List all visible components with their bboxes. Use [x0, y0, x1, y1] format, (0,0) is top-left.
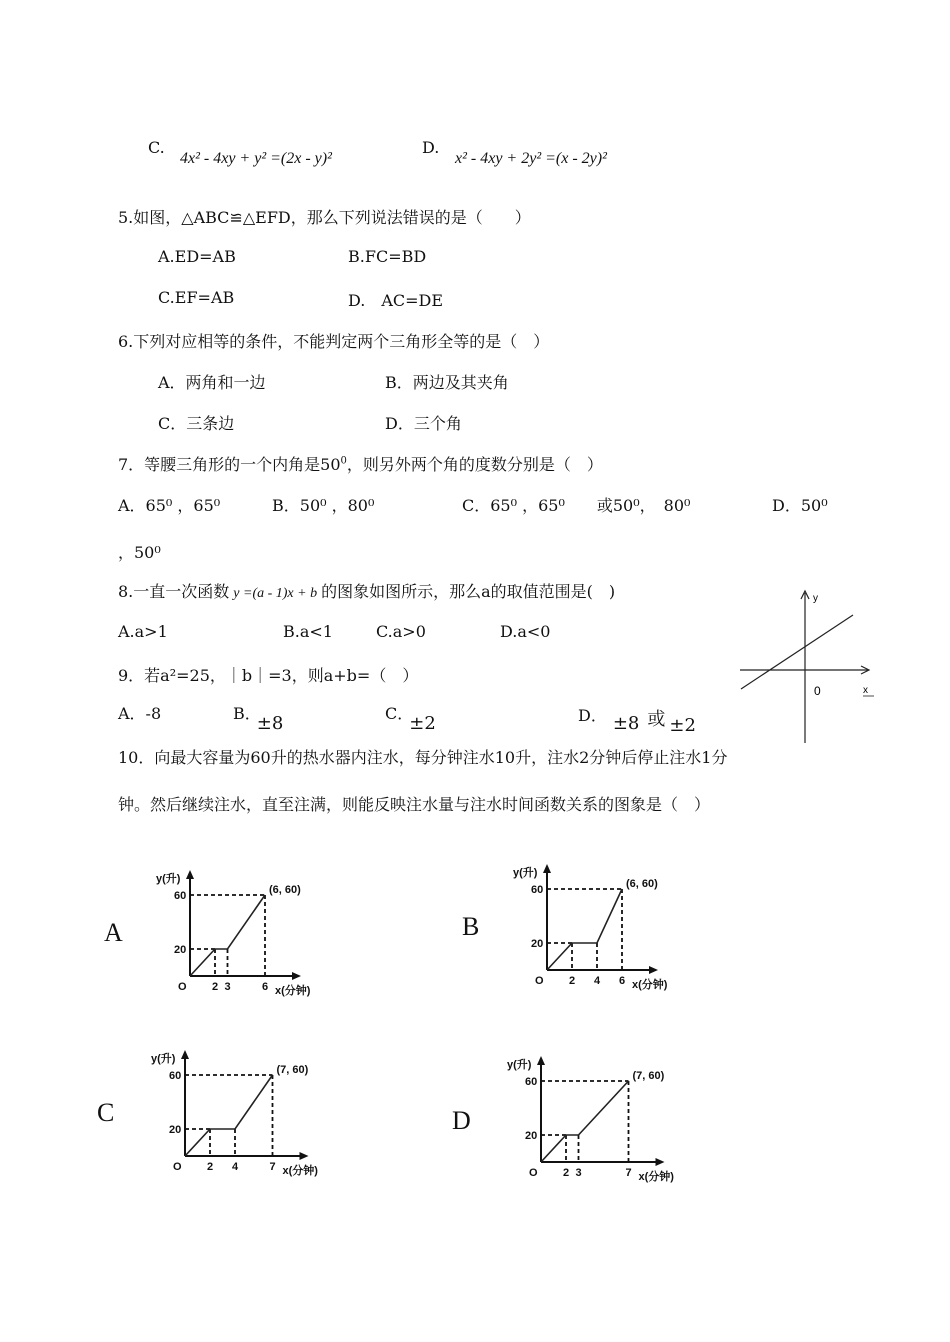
graph-a-y-tick-60: 60: [174, 890, 187, 902]
q8-function-graph: [735, 585, 880, 745]
graph-d: [486, 1054, 701, 1194]
graph-c-y-tick-20: 20: [169, 1124, 182, 1136]
graph-b-x-arrow: [649, 966, 658, 974]
graph-d-x-tick-7: 7: [625, 1167, 632, 1179]
q8-formula: y =(a - 1)x + b: [233, 586, 318, 601]
q9-option-c-value: ±2: [409, 713, 436, 734]
graph-b-y-axis-label: y(升): [513, 867, 538, 879]
q9-stem: 9．若a²=25，｜b｜=3，则a+b=（ ）: [118, 666, 419, 685]
q6-option-d: D．三个角: [385, 414, 462, 433]
graph-c: [130, 1048, 345, 1188]
graph-d-data-line: [541, 1081, 629, 1162]
q4-option-d-formula: x² - 4xy + 2y² =(x - 2y)²: [455, 150, 607, 167]
graph-d-origin: O: [529, 1167, 538, 1179]
q8-option-a: A.a>1: [118, 622, 168, 641]
graph-b: [492, 862, 707, 1002]
graph-a-x-tick-2: 2: [212, 981, 219, 993]
q8-stem-pre: 8.一直一次函数: [118, 582, 230, 601]
graph-d-y-tick-20: 20: [525, 1130, 538, 1142]
q7-stem: [118, 452, 603, 475]
graph-d-y-axis-label: y(升): [507, 1059, 532, 1071]
graph-c-data-line: [185, 1075, 273, 1156]
graph-a-x-tick-6: 6: [262, 981, 269, 993]
q9-option-b-value: ±8: [256, 713, 284, 734]
q9-option-d-label: D．: [578, 706, 607, 725]
graph-c-letter: C: [97, 1098, 115, 1127]
q8-origin-label: 0: [814, 684, 821, 698]
graph-d-x-tick-3: 3: [575, 1167, 582, 1179]
q6-option-a: A．两角和一边: [158, 373, 266, 392]
q5-stem: 5.如图，△ABC≌△EFD，那么下列说法错误的是（ ）: [118, 208, 531, 227]
graph-c-y-arrow: [181, 1050, 189, 1059]
graph-b-x-tick-2: 2: [569, 975, 576, 987]
q8-option-d: D.a<0: [500, 622, 551, 641]
q8-function-line: [741, 615, 853, 689]
q4-option-d-label: D.: [422, 138, 440, 157]
q7-option-d: D．50⁰: [772, 496, 828, 515]
q6-stem: 6.下列对应相等的条件，不能判定两个三角形全等的是（ ）: [118, 332, 550, 351]
q4-option-c-formula: 4x² - 4xy + y² =(2x - y)²: [180, 150, 332, 167]
q8-y-label: y: [813, 593, 818, 604]
graph-a-x-axis-label: x(分钟): [275, 985, 311, 997]
graph-a-y-tick-20: 20: [174, 944, 187, 956]
q10-stem-line-2: 钟。然后继续注水，直至注满，则能反映注水量与注水时间函数关系的图象是（ ）: [118, 795, 711, 814]
graph-c-x-tick-4: 4: [232, 1161, 239, 1173]
q9-option-d-value-1: ±8: [612, 713, 640, 734]
graph-d-end-point-label: (7, 60): [632, 1070, 665, 1082]
q5-option-a: A.ED=AB: [158, 247, 236, 266]
q7-option-b: B．50⁰ ，80⁰: [272, 496, 375, 515]
q7-degree-mark: 0: [340, 455, 347, 467]
graph-a-x-tick-3: 3: [224, 981, 231, 993]
graph-a-origin: O: [178, 981, 187, 993]
graph-d-x-arrow: [656, 1158, 665, 1166]
graph-c-x-tick-7: 7: [269, 1161, 276, 1173]
q4-option-c-label: C.: [148, 138, 165, 157]
q5-option-d: D. AC=DE: [348, 291, 444, 310]
graph-b-x-tick-6: 6: [619, 975, 626, 987]
q6-option-b: B．两边及其夹角: [385, 373, 509, 392]
q9-option-d: [578, 701, 696, 736]
graph-a-end-point-label: (6, 60): [269, 884, 301, 896]
q7-stem-post: ，则另外两个角的度数分别是（ ）: [346, 455, 603, 474]
q8-stem-post: 的图象如图所示，那么a的取值范围是( ): [321, 582, 616, 601]
graph-b-end-point-label: (6, 60): [626, 878, 658, 890]
graph-c-x-tick-2: 2: [207, 1161, 214, 1173]
graph-a-y-arrow: [186, 870, 194, 879]
graph-b-y-tick-60: 60: [531, 884, 544, 896]
graph-b-x-axis-label: x(分钟): [632, 979, 668, 991]
q8-option-b: B.a<1: [283, 622, 333, 641]
graph-d-letter: D: [452, 1106, 471, 1135]
q9-option-b: [233, 701, 287, 734]
q9-option-d-value-2: ±2: [669, 715, 696, 736]
q6-option-c: C．三条边: [158, 414, 235, 433]
graph-b-y-arrow: [543, 864, 551, 873]
graph-c-end-point-label: (7, 60): [276, 1064, 309, 1076]
graph-b-origin: O: [535, 975, 544, 987]
graph-b-data-line: [547, 889, 622, 970]
graph-d-x-axis-label: x(分钟): [638, 1171, 674, 1183]
q9-option-c: [385, 701, 440, 734]
graph-b-y-tick-20: 20: [531, 938, 544, 950]
graph-a: [135, 868, 350, 1008]
graph-c-y-axis-label: y(升): [151, 1053, 176, 1065]
graph-c-x-arrow: [300, 1152, 309, 1160]
graph-a-letter: A: [104, 918, 123, 947]
q7-option-c: C．65⁰ ，65⁰ 或50⁰， 80⁰: [462, 496, 691, 515]
q9-option-b-label: B．: [233, 704, 261, 723]
q9-option-c-label: C．: [385, 704, 414, 723]
q7-option-d-continued: ，50⁰: [118, 543, 161, 562]
graph-c-origin: O: [173, 1161, 182, 1173]
graph-c-y-tick-60: 60: [169, 1070, 182, 1082]
q8-stem: [118, 579, 615, 602]
graph-c-x-axis-label: x(分钟): [282, 1165, 318, 1177]
graph-a-y-axis-label: y(升): [156, 873, 181, 885]
graph-d-x-tick-2: 2: [563, 1167, 570, 1179]
graph-d-y-arrow: [537, 1056, 545, 1065]
graph-d-y-tick-60: 60: [525, 1076, 538, 1088]
graph-b-x-tick-4: 4: [594, 975, 601, 987]
q5-option-c: C.EF=AB: [158, 288, 235, 307]
q7-stem-pre: 7．等腰三角形的一个内角是50: [118, 455, 341, 474]
q8-x-label: x: [863, 685, 868, 696]
graph-b-letter: B: [462, 912, 480, 941]
q10-stem-line-1: 10．向最大容量为60升的热水器内注水，每分钟注水10升，注水2分钟后停止注水1分: [118, 748, 728, 767]
q5-option-b: B.FC=BD: [348, 247, 427, 266]
q9-option-d-or: 或: [647, 709, 666, 730]
q7-option-a: A．65⁰ ，65⁰: [118, 496, 221, 515]
q8-option-c: C.a>0: [376, 622, 426, 641]
q9-option-a: A．-8: [118, 704, 162, 723]
graph-a-x-arrow: [292, 972, 301, 980]
